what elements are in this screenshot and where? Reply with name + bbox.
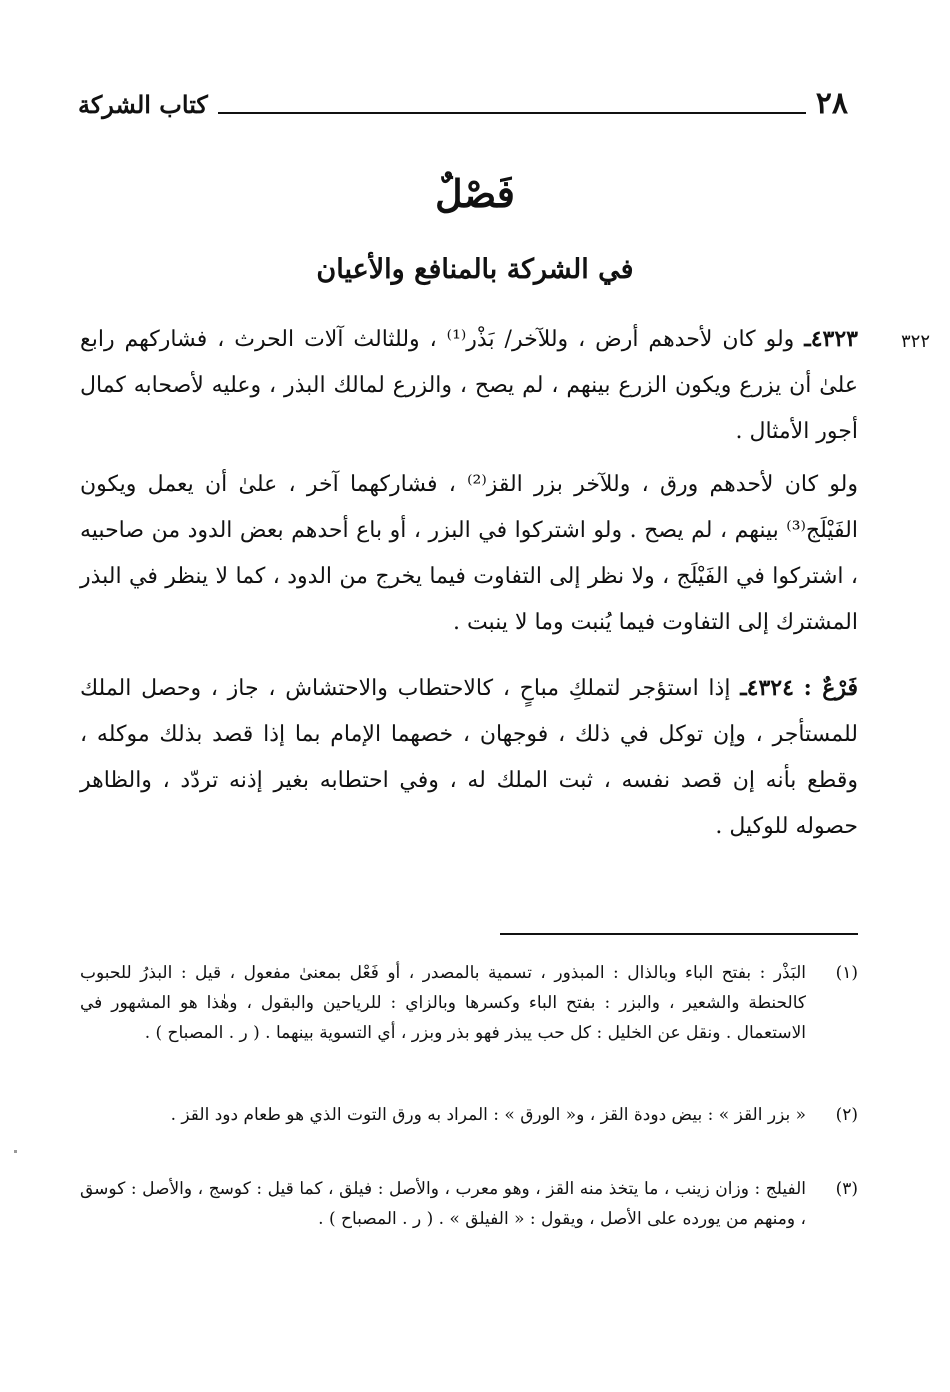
section-title: في الشركة بالمنافع والأعيان: [316, 254, 634, 285]
footnote-2: [80, 1100, 858, 1130]
paragraph-text: ولو كان لأحدهم أرض ، وللآخر/ بَذْر⁽¹⁾ ، وللثالث آلات الحرث ، فشاركهم رابع علىٰ أن يزرع ويكون الزرع بينهم ، لم يصح ، والزرع لمالك البذر ، وعليه لأصحابه كمال أجور الأمثال .: [80, 327, 858, 444]
book-title: كتاب الشركة: [78, 90, 208, 119]
header-rule: [218, 112, 806, 114]
paragraph-number: ٤٣٢٤ـ: [740, 675, 794, 701]
footnote-marker: (٢): [835, 1105, 858, 1125]
ornamental-heading: [375, 158, 575, 230]
paragraph-4324: [80, 665, 858, 850]
paragraph-number: ٤٣٢٣ـ: [804, 326, 858, 352]
paragraph-text: ولو كان لأحدهم ورق ، وللآخر بزر القز⁽²⁾ ، فشاركهما آخر ، علىٰ أن يعمل ويكون الفَيْلَج⁽³⁾ بينهم ، لم يصح . ولو اشتركوا في البزر ، أو باع أحدهم بعض الدود من صاحبيه ، اشتركوا في الفَيْلَج ، ولا نظر إلى التفاوت فيما يخرج من الدود ، كما لا ينظر في البذر المشترك إلى التفاوت فيما يُنبت وما لا ينبت .: [80, 472, 858, 635]
scan-speck: [14, 1150, 17, 1153]
ornament-title: فَصْلٌ: [435, 171, 515, 216]
running-head: [78, 80, 848, 120]
footnote-text: الفيلج : وزان زينب ، ما يتخذ منه القز ، وهو معرب ، والأصل : فيلق ، كما قيل : كوسج ، والأصل : كوسق ، ومنهم من يورده على الأصل ، ويقول : « الفيلق » . ( ر . المصباح ) .: [80, 1179, 806, 1229]
branch-label: فَرْعٌ :: [803, 675, 858, 701]
paragraph-continuation: [80, 462, 858, 646]
paragraph-text: إذا استؤجر لتملكِ مباحٍ ، كالاحتطاب والاحتشاش ، جاز ، وحصل الملك للمستأجر ، وإن توكل في ذلك ، فوجهان ، خصهما الإمام بما إذا قصد بذلك موكله ، وقطع بأنه إن قصد نفسه ، ثبت الملك له ، وفي احتطابه بغير إذنه تردّد ، والظاهر حصوله للوكيل .: [80, 676, 858, 839]
footnote-separator: [500, 933, 858, 935]
page-number: ٢٨: [815, 86, 848, 121]
footnote-3: [80, 1174, 858, 1234]
footnote-text: « بزر القز » : بيض دودة القز ، و« الورق » : المراد به ورق التوت الذي هو طعام دود القز .: [170, 1105, 806, 1125]
footnote-marker: (١): [835, 963, 858, 983]
footnote-1: [80, 958, 858, 1048]
paragraph-4323: [80, 316, 858, 455]
footnote-text: البَذْر : بفتح الباء وبالذال : المبذور ، تسمية بالمصدر ، أو فَعْل بمعنىٰ مفعول ، قيل : البذرُ للحبوب كالحنطة والشعير ، والبزر : بفتح الباء وكسرها وبالزاي : للرياحين والبقول ، وهٰذا هو المشهور في الاستعمال . ونقل عن الخليل : كل حب يبذر فهو بذر وبزر ، أي التسوية بينهما . ( ر . المصباح ) .: [80, 963, 806, 1043]
margin-reference: ٣٢٢: [900, 331, 930, 352]
footnote-marker: (٣): [835, 1179, 858, 1199]
